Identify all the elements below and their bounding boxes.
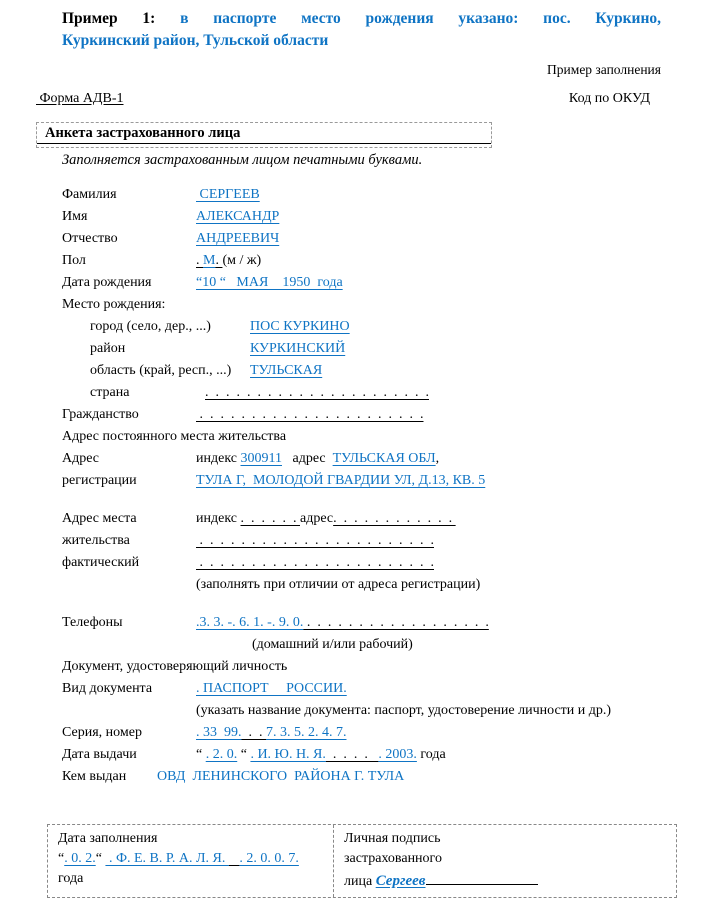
field-label: Гражданство [62, 407, 139, 422]
field-value [196, 250, 261, 272]
field-label: Пол [62, 253, 86, 268]
field-value-segment: . 2. 0. [205, 747, 238, 762]
field-value-segment: (домашний и/или рабочий) [252, 637, 413, 652]
field-value [196, 508, 456, 530]
form-row [62, 508, 709, 530]
completion-box [47, 824, 677, 898]
signature-line [344, 869, 666, 892]
field-value [196, 552, 434, 574]
field-note-row [62, 634, 709, 656]
field-value-segment: , [435, 451, 440, 466]
field-value-segment: “ [95, 851, 106, 866]
signature-label: лица [344, 874, 373, 889]
field-note-row [62, 700, 709, 722]
field-label: Дата рождения [62, 275, 152, 290]
form-code-row [36, 91, 650, 107]
field-value [196, 678, 347, 700]
field-value-segment: ТУЛЬСКАЯ ОБЛ [332, 451, 436, 466]
example-note: Пример заполнения [547, 62, 661, 77]
field-value-segment: адрес [300, 511, 334, 526]
row-spacer [62, 492, 709, 508]
field-value [157, 766, 404, 788]
field-value-segment: года [416, 747, 446, 762]
okud-label: Код по ОКУД [568, 91, 650, 106]
field-value-segment: . ПАСПОРТ РОССИИ. [196, 681, 347, 696]
field-value [196, 470, 485, 492]
form-row [62, 184, 709, 206]
field-value-segment: АЛЕКСАНДР [196, 209, 280, 224]
field-value-segment: . . . . . . . . . . . . . . . . . . . . . . . [196, 533, 434, 548]
field-label: Кем выдан [62, 769, 127, 784]
field-value-segment: М [203, 253, 216, 268]
form-row [62, 612, 709, 634]
field-label: Фамилия [62, 187, 117, 202]
field-value [250, 360, 322, 382]
field-label: регистрации [62, 473, 137, 488]
signature-value: Сергеев [375, 873, 426, 889]
field-value-segment: (м / ж) [222, 253, 262, 268]
field-value-segment: . . . . . . . . . . . . . . . . . . . . . . . [196, 555, 434, 570]
field-value [196, 272, 343, 294]
form-fields [62, 184, 709, 788]
field-value [196, 722, 347, 744]
section-label-row [62, 656, 709, 678]
field-value [196, 404, 424, 426]
form-row [62, 722, 709, 744]
field-label: Место рождения: [62, 297, 166, 312]
form-row [62, 228, 709, 250]
form-row [62, 206, 709, 228]
field-value-segment: . . [241, 725, 266, 740]
field-label: Отчество [62, 231, 118, 246]
field-value-segment: индекс [196, 451, 241, 466]
field-label: Серия, номер [62, 725, 142, 740]
signature-caption-1: Личная подпись [344, 831, 441, 846]
field-value [250, 316, 350, 338]
field-label: Имя [62, 209, 88, 224]
completion-date-label: Дата заполнения [58, 831, 158, 846]
form-row [90, 360, 709, 382]
section-label: Адрес постоянного места жительства [62, 429, 287, 444]
section-label-row [62, 426, 709, 448]
field-value [205, 382, 429, 404]
field-value-segment: КУРКИНСКИЙ [250, 341, 346, 356]
form-row [62, 530, 709, 552]
field-value-segment: . Ф. Е. В. Р. А. Л. Я. [105, 851, 229, 866]
signature-cell [334, 825, 676, 897]
field-label: район [90, 341, 126, 356]
document-page [0, 8, 709, 898]
field-value-segment: 300911 [240, 451, 282, 466]
form-row [62, 404, 709, 426]
title-highlight-1: в паспорте место рождения указано: пос. Куркино, [180, 10, 662, 27]
form-instruction: Заполняется застрахованным лицом печатными буквами. [62, 152, 423, 168]
field-value-segment: “10 “ МАЯ 1950 года [196, 275, 343, 290]
field-value-segment: . [196, 253, 203, 268]
field-value-segment: . . . . . . . . . . . . . . . . . . . . . . [196, 407, 424, 422]
form-row [62, 552, 709, 574]
field-label: страна [90, 385, 130, 400]
field-value [196, 206, 279, 228]
field-value-segment: ТУЛЬСКАЯ [250, 363, 323, 378]
form-row [62, 470, 709, 492]
field-value-segment: АНДРЕЕВИЧ [196, 231, 280, 246]
field-value-segment: индекс [196, 511, 241, 526]
form-row [90, 382, 709, 404]
field-value-segment: . 2003. [378, 747, 417, 762]
field-value-segment: . 2. 0. 0. 7. [239, 851, 299, 866]
field-value-segment [229, 851, 240, 866]
form-row [62, 678, 709, 700]
field-note-row [62, 574, 709, 596]
form-row [90, 338, 709, 360]
title-line-1 [62, 8, 661, 30]
field-value-segment: .3. 3. -. 6. 1. -. 9. 0. [196, 615, 304, 630]
field-value [196, 744, 446, 766]
field-value-segment: ПОС КУРКИНО [250, 319, 350, 334]
form-row [62, 766, 709, 788]
form-name-label: Форма АДВ-1 [36, 91, 124, 106]
title-highlight-2: Куркинский район, Тульской области [62, 32, 329, 49]
field-value-segment: “ [196, 747, 206, 762]
field-value-segment: СЕРГЕЕВ [196, 187, 260, 202]
completion-date-value [58, 849, 323, 869]
form-row [62, 744, 709, 766]
field-value-segment: . . . . . . [240, 511, 300, 526]
field-label: фактический [62, 555, 140, 570]
field-value-segment: “ [237, 747, 251, 762]
field-value-segment: . . . . . . . . . . . . . . . . . . [303, 615, 489, 630]
field-value-segment: “ [58, 851, 65, 866]
form-row [90, 316, 709, 338]
title-prefix: Пример 1: [62, 10, 156, 27]
completion-date-cell [48, 825, 334, 897]
field-value-segment: 7. 3. 5. 2. 4. 7. [266, 725, 347, 740]
field-value [196, 530, 434, 552]
field-label: Адрес места [62, 511, 137, 526]
field-note [252, 634, 413, 656]
field-value-segment: . 33 99. [196, 725, 242, 740]
form-row [62, 272, 709, 294]
form-title-box [36, 122, 492, 148]
field-label: Телефоны [62, 615, 123, 630]
field-value-segment: (заполнять при отличии от адреса регистрации) [196, 577, 481, 592]
page-title [62, 8, 661, 52]
field-label: Дата выдачи [62, 747, 137, 762]
field-label: Адрес [62, 451, 100, 466]
field-value-segment: ОВД ЛЕНИНСКОГО РАЙОНА Г. ТУЛА [157, 769, 405, 784]
field-value-segment: . . . . . . . . . . . . . . . . . . . . . . [205, 385, 429, 400]
field-label: Вид документа [62, 681, 153, 696]
form-row [62, 448, 709, 470]
field-label: город (село, дер., ...) [90, 319, 211, 334]
field-value-segment: адрес [281, 451, 333, 466]
signature-caption-2: застрахованного [344, 851, 442, 866]
field-label: область (край, респ., ...) [90, 363, 232, 378]
field-value-segment: ТУЛА Г, МОЛОДОЙ ГВАРДИИ УЛ, Д.13, КВ. 5 [196, 473, 486, 488]
row-spacer [62, 596, 709, 612]
field-value [196, 448, 439, 470]
field-value-segment: . [215, 253, 223, 268]
form-row [62, 250, 709, 272]
form-title: Анкета застрахованного лица [37, 123, 491, 144]
form-row [62, 294, 709, 316]
field-value-segment: . . . . [325, 747, 379, 762]
field-value [196, 184, 260, 206]
field-value [250, 338, 345, 360]
field-note [196, 700, 611, 722]
completion-year-word: года [58, 871, 84, 886]
field-value-segment: . 0. 2. [64, 851, 96, 866]
field-label: жительства [62, 533, 130, 548]
field-value [196, 612, 489, 634]
signature-underline [426, 869, 538, 885]
field-note [196, 574, 480, 596]
field-value-segment: . И. Ю. Н. Я. [250, 747, 326, 762]
section-label: Документ, удостоверяющий личность [62, 659, 288, 674]
field-value-segment: (указать название документа: паспорт, удостоверение личности и др.) [196, 703, 612, 718]
field-value-segment: . . . . . . . . . . . . [333, 511, 456, 526]
field-value [196, 228, 279, 250]
